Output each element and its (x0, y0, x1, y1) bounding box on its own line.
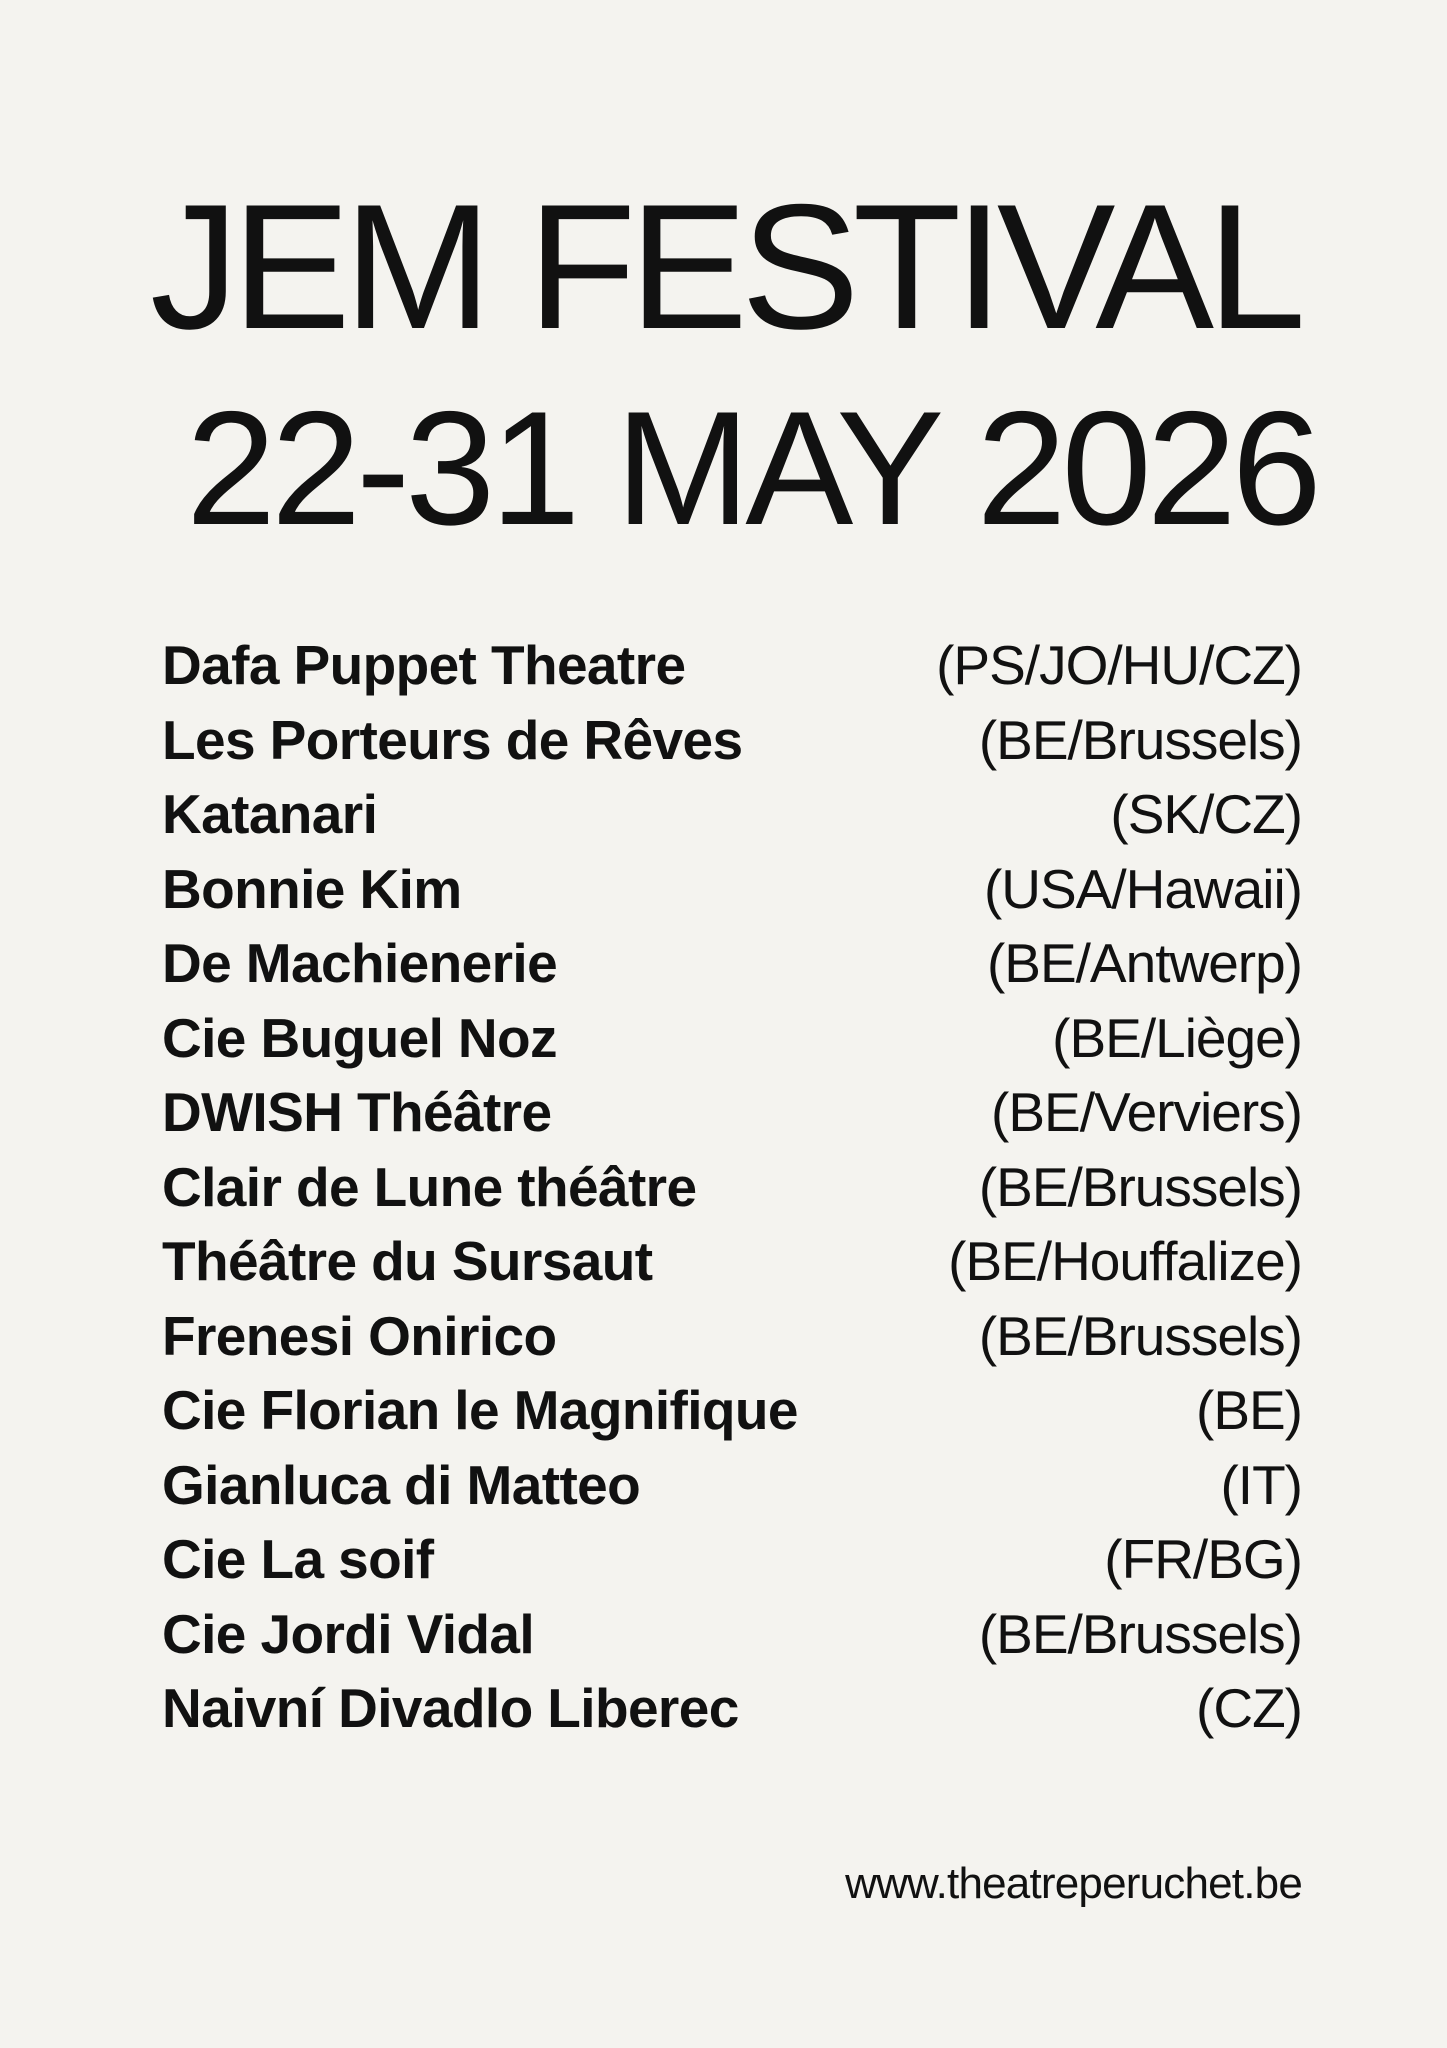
lineup-row (162, 1373, 1302, 1448)
lineup-row (162, 777, 1302, 852)
company-name: De Machienerie (162, 932, 558, 994)
company-origin: (BE) (1196, 1379, 1302, 1441)
company-origin: (BE/Antwerp) (986, 932, 1302, 994)
company-origin: (IT) (1220, 1453, 1302, 1516)
company-origin: (BE/Brussels) (978, 708, 1302, 771)
website-url: www.theatreperuchet.be (845, 1859, 1302, 1908)
lineup-row (162, 926, 1302, 1001)
company-name: Frenesi Onirico (162, 1304, 557, 1367)
company-name: Cie La soif (162, 1528, 434, 1590)
lineup-row (162, 852, 1302, 927)
company-name: Bonnie Kim (162, 857, 462, 920)
company-origin: (BE/Verviers) (991, 1081, 1302, 1143)
company-name: DWISH Théâtre (162, 1081, 552, 1143)
company-name: Cie Buguel Noz (162, 1006, 557, 1069)
company-origin: (BE/Brussels) (978, 1304, 1302, 1367)
company-origin: (PS/JO/HU/CZ) (936, 634, 1302, 696)
company-name: Cie Jordi Vidal (162, 1602, 535, 1665)
company-origin: (BE/Brussels) (978, 1602, 1302, 1665)
lineup-row (162, 1150, 1302, 1225)
company-origin: (BE/Houffalize) (948, 1230, 1302, 1292)
company-name: Cie Florian le Magnifique (162, 1379, 798, 1441)
lineup-row (162, 1001, 1302, 1076)
company-origin: (BE/Brussels) (978, 1155, 1302, 1218)
company-name: Clair de Lune théâtre (162, 1155, 697, 1218)
company-name: Naivní Divadlo Liberec (162, 1677, 739, 1739)
lineup-row (162, 628, 1302, 703)
festival-title: JEM FESTIVAL (150, 167, 1300, 366)
company-name: Théâtre du Sursaut (162, 1230, 653, 1292)
company-origin: (CZ) (1196, 1677, 1302, 1739)
company-name: Katanari (162, 783, 378, 845)
lineup-row (162, 1224, 1302, 1299)
company-lineup (162, 628, 1302, 1746)
company-name: Dafa Puppet Theatre (162, 634, 686, 696)
company-origin: (SK/CZ) (1110, 783, 1302, 845)
lineup-row (162, 1522, 1302, 1597)
company-name: Les Porteurs de Rêves (162, 708, 743, 771)
festival-dates: 22-31 MAY 2026 (186, 378, 1317, 559)
lineup-row (162, 1075, 1302, 1150)
company-name: Gianluca di Matteo (162, 1453, 641, 1516)
lineup-row (162, 1448, 1302, 1523)
company-origin: (BE/Liège) (1052, 1006, 1302, 1069)
company-origin: (USA/Hawaii) (983, 857, 1302, 920)
lineup-row (162, 1597, 1302, 1672)
lineup-row (162, 1299, 1302, 1374)
lineup-row (162, 1671, 1302, 1746)
company-origin: (FR/BG) (1104, 1528, 1302, 1590)
lineup-row (162, 703, 1302, 778)
